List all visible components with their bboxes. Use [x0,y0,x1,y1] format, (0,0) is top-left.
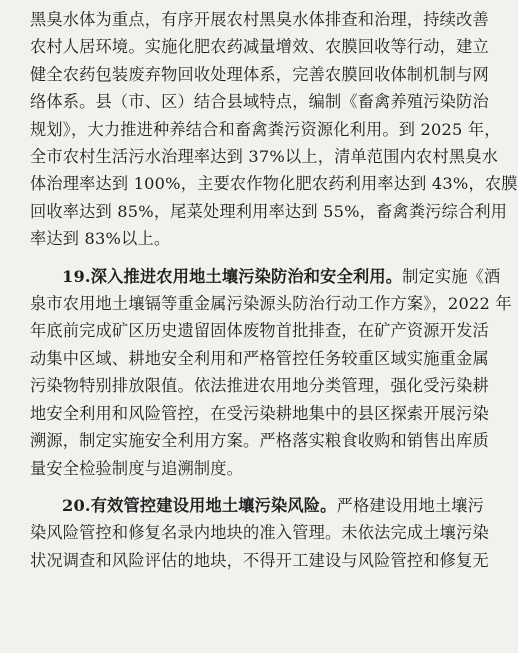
text-line: 年底前完成矿区历史遗留固体废物首批排查，在矿产资源开发活 [30,321,489,341]
text-line: 量安全检验制度与追溯制度。 [30,458,244,478]
section-20-first-line-text: 严格建设用地土壤污 [336,495,485,515]
section-19-first-line-text: 制定实施《酒 [402,266,501,286]
text-line: 回收率达到 85%，尾菜处理利用率达到 55%，畜禽粪污综合利用 [30,201,508,221]
text-line: 健全农药包装废弃物回收处理体系，完善农膜回收体制机制与网 [30,64,489,84]
text-line: 状况调查和风险评估的地块，不得开工建设与风险管控和修复无 [30,550,489,570]
text-line: 体治理率达到 100%，主要农作物化肥农药利用率达到 43%，农膜 [30,174,518,194]
text-line: 污染物特别排放限值。依法推进农用地分类管理，强化受污染耕 [30,376,489,396]
paragraph-rural-environment [30,6,518,253]
text-line: 染风险管控和修复名录内地块的准入管理。未依法完成土壤污染 [30,523,489,543]
section-19-first-line [30,263,501,290]
text-line: 率达到 83%以上。 [30,229,171,249]
section-20 [30,492,489,574]
text-line: 地安全利用和风险管控，在受污染耕地集中的县区探索开展污染 [30,403,489,423]
text-line: 动集中区域、耕地安全利用和严格管控任务较重区域实施重金属 [30,348,489,368]
text-line: 泉市农用地土壤镉等重金属污染源头防治行动工作方案》，2022 年 [30,294,512,314]
text-line: 络体系。县（市、区）结合县域特点，编制《畜禽养殖污染防治 [30,92,489,112]
text-line: 农村人居环境。实施化肥农药减量增效、农膜回收等行动，建立 [30,37,489,57]
paragraph-gap [30,482,482,492]
section-20-first-line [30,492,485,519]
text-line: 黑臭水体为重点，有序开展农村黑臭水体排查和治理，持续改善 [30,10,489,29]
paragraph-gap [30,253,482,263]
section-19 [30,263,512,482]
text-line: 规划》，大力推进种养结合和畜禽粪污资源化利用。到 2025 年， [30,119,501,139]
text-line: 全市农村生活污水治理率达到 37%以上，清单范围内农村黑臭水 [30,147,498,167]
section-20-heading: 20.有效管控建设用地土壤污染风险。 [62,495,337,515]
text-line: 溯源，制定实施安全利用方案。严格落实粮食收购和销售出库质 [30,431,489,451]
section-19-heading: 19.深入推进农用地土壤污染防治和安全利用。 [62,266,403,286]
